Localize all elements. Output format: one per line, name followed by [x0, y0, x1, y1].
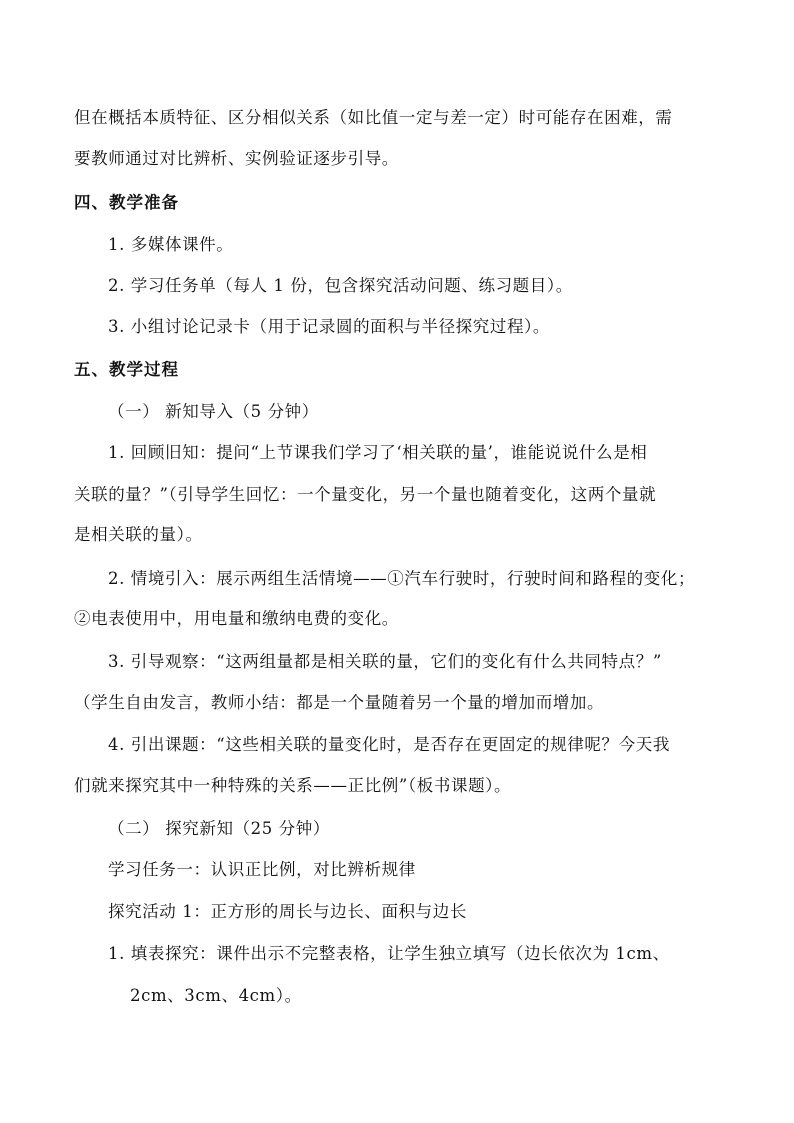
paragraph-4-line-2: 们就来探究其中一种特殊的关系——正比例”（板书课题）。 [74, 776, 512, 795]
section-4-item-1: 1. 多媒体课件。 [108, 235, 234, 254]
paragraph-1-line-1: 1. 回顾旧知：提问“上节课我们学习了‘相关联的量’，谁能说说什么是相 [108, 443, 648, 462]
item-1-line-2: 2cm、3cm、4cm）。 [130, 986, 302, 1005]
paragraph-1-line-2: 关联的量？”（引导学生回忆：一个量变化，另一个量也随着变化，这两个量就 [74, 485, 657, 504]
item-1-line-1: 1. 填表探究：课件出示不完整表格，让学生独立填写（边长依次为 1cm、 [108, 944, 670, 963]
paragraph-2-line-2: ②电表使用中，用电量和缴纳电费的变化。 [74, 609, 399, 628]
paragraph-3-line-1: 3. 引导观察：“这两组量都是相关联的量，它们的变化有什么共同特点？” [108, 652, 662, 671]
section-5-heading: 五、教学过程 [74, 360, 179, 379]
intro-line-2: 要教师通过对比辨析、实例验证逐步引导。 [74, 149, 399, 168]
paragraph-1-line-3: 是相关联的量）。 [74, 525, 203, 544]
intro-line-1: 但在概括本质特征、区分相似关系（如比值一定与差一定）时可能存在困难，需 [74, 108, 673, 127]
paragraph-4-line-1: 4. 引出课题：“这些相关联的量变化时，是否存在更固定的规律呢？今天我 [108, 735, 670, 754]
part-2-title: （二） 探究新知（25 分钟） [108, 819, 330, 838]
learning-task-1: 学习任务一：认识正比例，对比辨析规律 [108, 860, 416, 879]
section-4-item-3: 3. 小组讨论记录卡（用于记录圆的面积与半径探究过程）。 [108, 317, 551, 336]
activity-1: 探究活动 1：正方形的周长与边长、面积与边长 [108, 902, 467, 921]
paragraph-3-line-2: （学生自由发言，教师小结：都是一个量随着另一个量的增加而增加。 [74, 693, 605, 712]
paragraph-2-line-1: 2. 情境引入：展示两组生活情境——①汽车行驶时，行驶时间和路程的变化； [108, 569, 696, 588]
section-4-heading: 四、教学准备 [74, 193, 179, 212]
section-4-item-2: 2. 学习任务单（每人 1 份，包含探究活动问题、练习题目）。 [108, 276, 573, 295]
part-1-title: （一） 新知导入（5 分钟） [108, 402, 319, 421]
